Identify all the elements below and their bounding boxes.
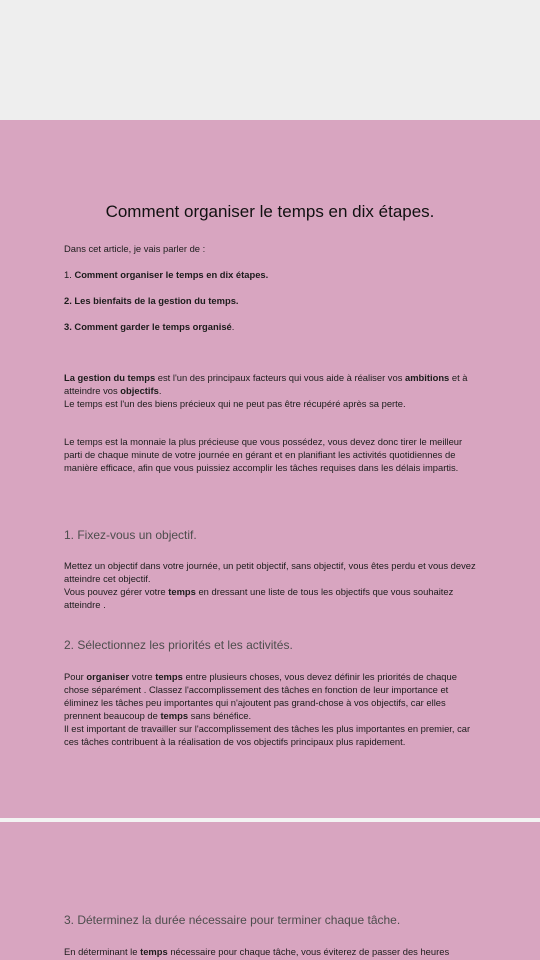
text-run: En déterminant le [64, 946, 141, 957]
section-heading-3: 3. Déterminez la durée nécessaire pour terminer chaque tâche. [64, 913, 401, 927]
text-run: Il est important de travailler sur l'accomplissement des tâches les plus importantes en premier, car ces tâches contribuent à la réalisation de vos objectifs principaux plus rapidement. [64, 723, 471, 747]
bold-term: temps [140, 946, 168, 957]
bold-term: temps [155, 671, 183, 682]
bold-term: temps [160, 710, 189, 721]
toc-item-3-text: 3. Comment garder le temps organisé [64, 321, 232, 332]
text-run: entre plusieurs choses, vous devez définir les priorités de chaque chose séparément . Classez l'accomplissement des tâches en fonction de leur importance et éliminez les tâches peu importantes qui n'ajoutent pas grand-chose à vos objectifs, car elles prennent beaucoup de [64, 671, 457, 721]
toc-item-1 [64, 268, 482, 281]
text-run: votre [129, 671, 156, 682]
section-1-body [64, 559, 482, 611]
gestion-paragraph [64, 371, 482, 410]
text-run: est l'un des principaux facteurs qui vous aide à réaliser vos [155, 372, 405, 383]
toc-item-3-suffix: . [231, 321, 235, 332]
text-run: Le temps est l'un des biens précieux qui ne peut pas être récupéré après sa perte. [64, 398, 406, 409]
toc-item-1-text: Comment organiser le temps en dix étapes. [74, 269, 269, 280]
page-title: Comment organiser le temps en dix étapes. [105, 202, 435, 221]
text-run: . [158, 385, 162, 396]
bold-term: organiser [86, 671, 130, 682]
money-paragraph: Le temps est la monnaie la plus précieuse que vous possédez, vous devez donc tirer le meilleur parti de chaque minute de votre journée en gérant et en planifiant les activités quotidiennes de manière efficace, afin que vous puissiez accomplir les tâches requises dans les délais impartis. [64, 436, 463, 473]
bold-term: temps [168, 586, 196, 597]
bold-term: ambitions [405, 372, 450, 383]
text-run: en dressant une liste de tous les objectifs que vous souhaitez atteindre . [64, 586, 454, 610]
section-3-body [64, 945, 482, 958]
text-run: Mettez un objectif dans votre journée, un petit objectif, sans objectif, vous êtes perdu et vous devez atteindre cet objectif. [64, 560, 476, 584]
text-run: et à atteindre vos [64, 372, 468, 396]
toc-item-1-prefix: 1. [64, 269, 75, 280]
text-run: sans bénéfice. [188, 710, 252, 721]
toc-item-2 [64, 294, 482, 307]
toc-item-3 [64, 320, 482, 333]
toc-item-2-text: 2. Les bienfaits de la gestion du temps. [64, 295, 239, 306]
text-run: Pour [64, 671, 87, 682]
text-run: nécessaire pour chaque tâche, vous éviterez de passer des heures [167, 946, 450, 957]
text-run: Vous pouvez gérer votre [64, 586, 169, 597]
document-page-2 [0, 822, 540, 960]
viewer-top-gap [0, 0, 540, 120]
section-2-body [64, 670, 482, 748]
document-page-1 [0, 120, 540, 818]
section-heading-1: 1. Fixez-vous un objectif. [64, 528, 197, 542]
bold-term: objectifs [120, 385, 159, 396]
bold-term: La gestion du temps [64, 372, 156, 383]
intro-text: Dans cet article, je vais parler de : [64, 243, 206, 254]
section-heading-2: 2. Sélectionnez les priorités et les activités. [64, 638, 293, 652]
